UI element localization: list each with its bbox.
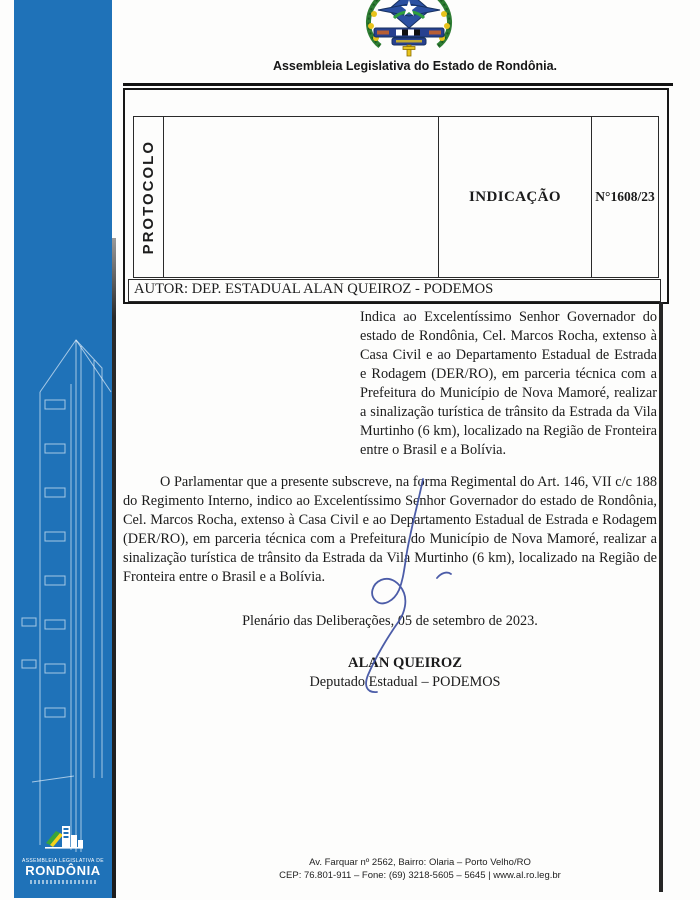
assembly-logo-small-text: ASSEMBLEIA LEGISLATIVA DE (21, 858, 105, 864)
signer-name: ALAN QUEIROZ (348, 655, 462, 671)
protocol-label-cell (134, 117, 164, 277)
protocol-box (123, 88, 669, 304)
sidebar-banner (14, 0, 112, 898)
institution-header: Assembleia Legislativa do Estado de Rondônia. (272, 59, 558, 73)
protocol-label: PROTOCOLO (140, 139, 157, 255)
document-type-cell: INDICAÇÃO (439, 117, 592, 277)
dateline: Plenário das Deliberações, 05 de setembro de 2023. (242, 613, 538, 629)
assembly-logo-main-text: RONDÔNIA (25, 863, 101, 878)
assembly-logo-substrip (30, 880, 96, 884)
author-row: AUTOR: DEP. ESTADUAL ALAN QUEIROZ - PODEMOS (128, 279, 661, 302)
protocol-table (133, 116, 659, 278)
scan-edge-left (112, 238, 116, 898)
footer-address (150, 856, 690, 882)
assembly-logo (14, 823, 112, 884)
assembly-logo-building-icon (40, 823, 86, 851)
coat-of-arms-rondonia (362, 0, 456, 60)
box-top-rule (123, 83, 673, 86)
footer-address-line2: CEP: 76.801-911 – Fone: (69) 3218-5605 – 5645 | www.al.ro.leg.br (279, 870, 561, 881)
protocol-stamp-area (164, 117, 439, 277)
signature-block (138, 654, 672, 692)
document-body (123, 308, 657, 692)
main-paragraph: O Parlamentar que a presente subscreve, na forma Regimental do Art. 146, VII c/c 188 do Regimento Interno, indico ao Excelentíssimo Senhor Governador do estado de Rondônia, Cel. Marcos Rocha, extenso à Casa Civil e ao Departamento Estadual de Estrada e Rodagem (DER/RO), em parceria técnica com a Prefeitura do Município de Nova Mamoré, realizar a sinalização turística de trânsito da Estrada da Vila Murtinho (6 km), localizado na Região de Fronteira entre o Brasil e a Bolívia. (123, 474, 657, 585)
summary-paragraph: Indica ao Excelentíssimo Senhor Governador do estado de Rondônia, Cel. Marcos Rocha, extenso à Casa Civil e ao Departamento Estadual de Estrada e Rodagem (DER/RO), em parceria técnica com a Prefeitura do Município de Nova Mamoré, realizar a sinalização turística de trânsito da Estrada da Vila Murtinho (6 km), localizado na Região de Fronteira entre o Brasil e a Bolívia. (360, 309, 657, 458)
document-number-cell: N°1608/23 (595, 189, 655, 204)
footer-address-line1: Av. Farquar nº 2562, Bairro: Olaria – Porto Velho/RO (309, 857, 531, 868)
building-line-art (14, 0, 112, 898)
signer-title: Deputado Estadual – PODEMOS (309, 674, 501, 690)
scan-edge-right (659, 302, 663, 892)
